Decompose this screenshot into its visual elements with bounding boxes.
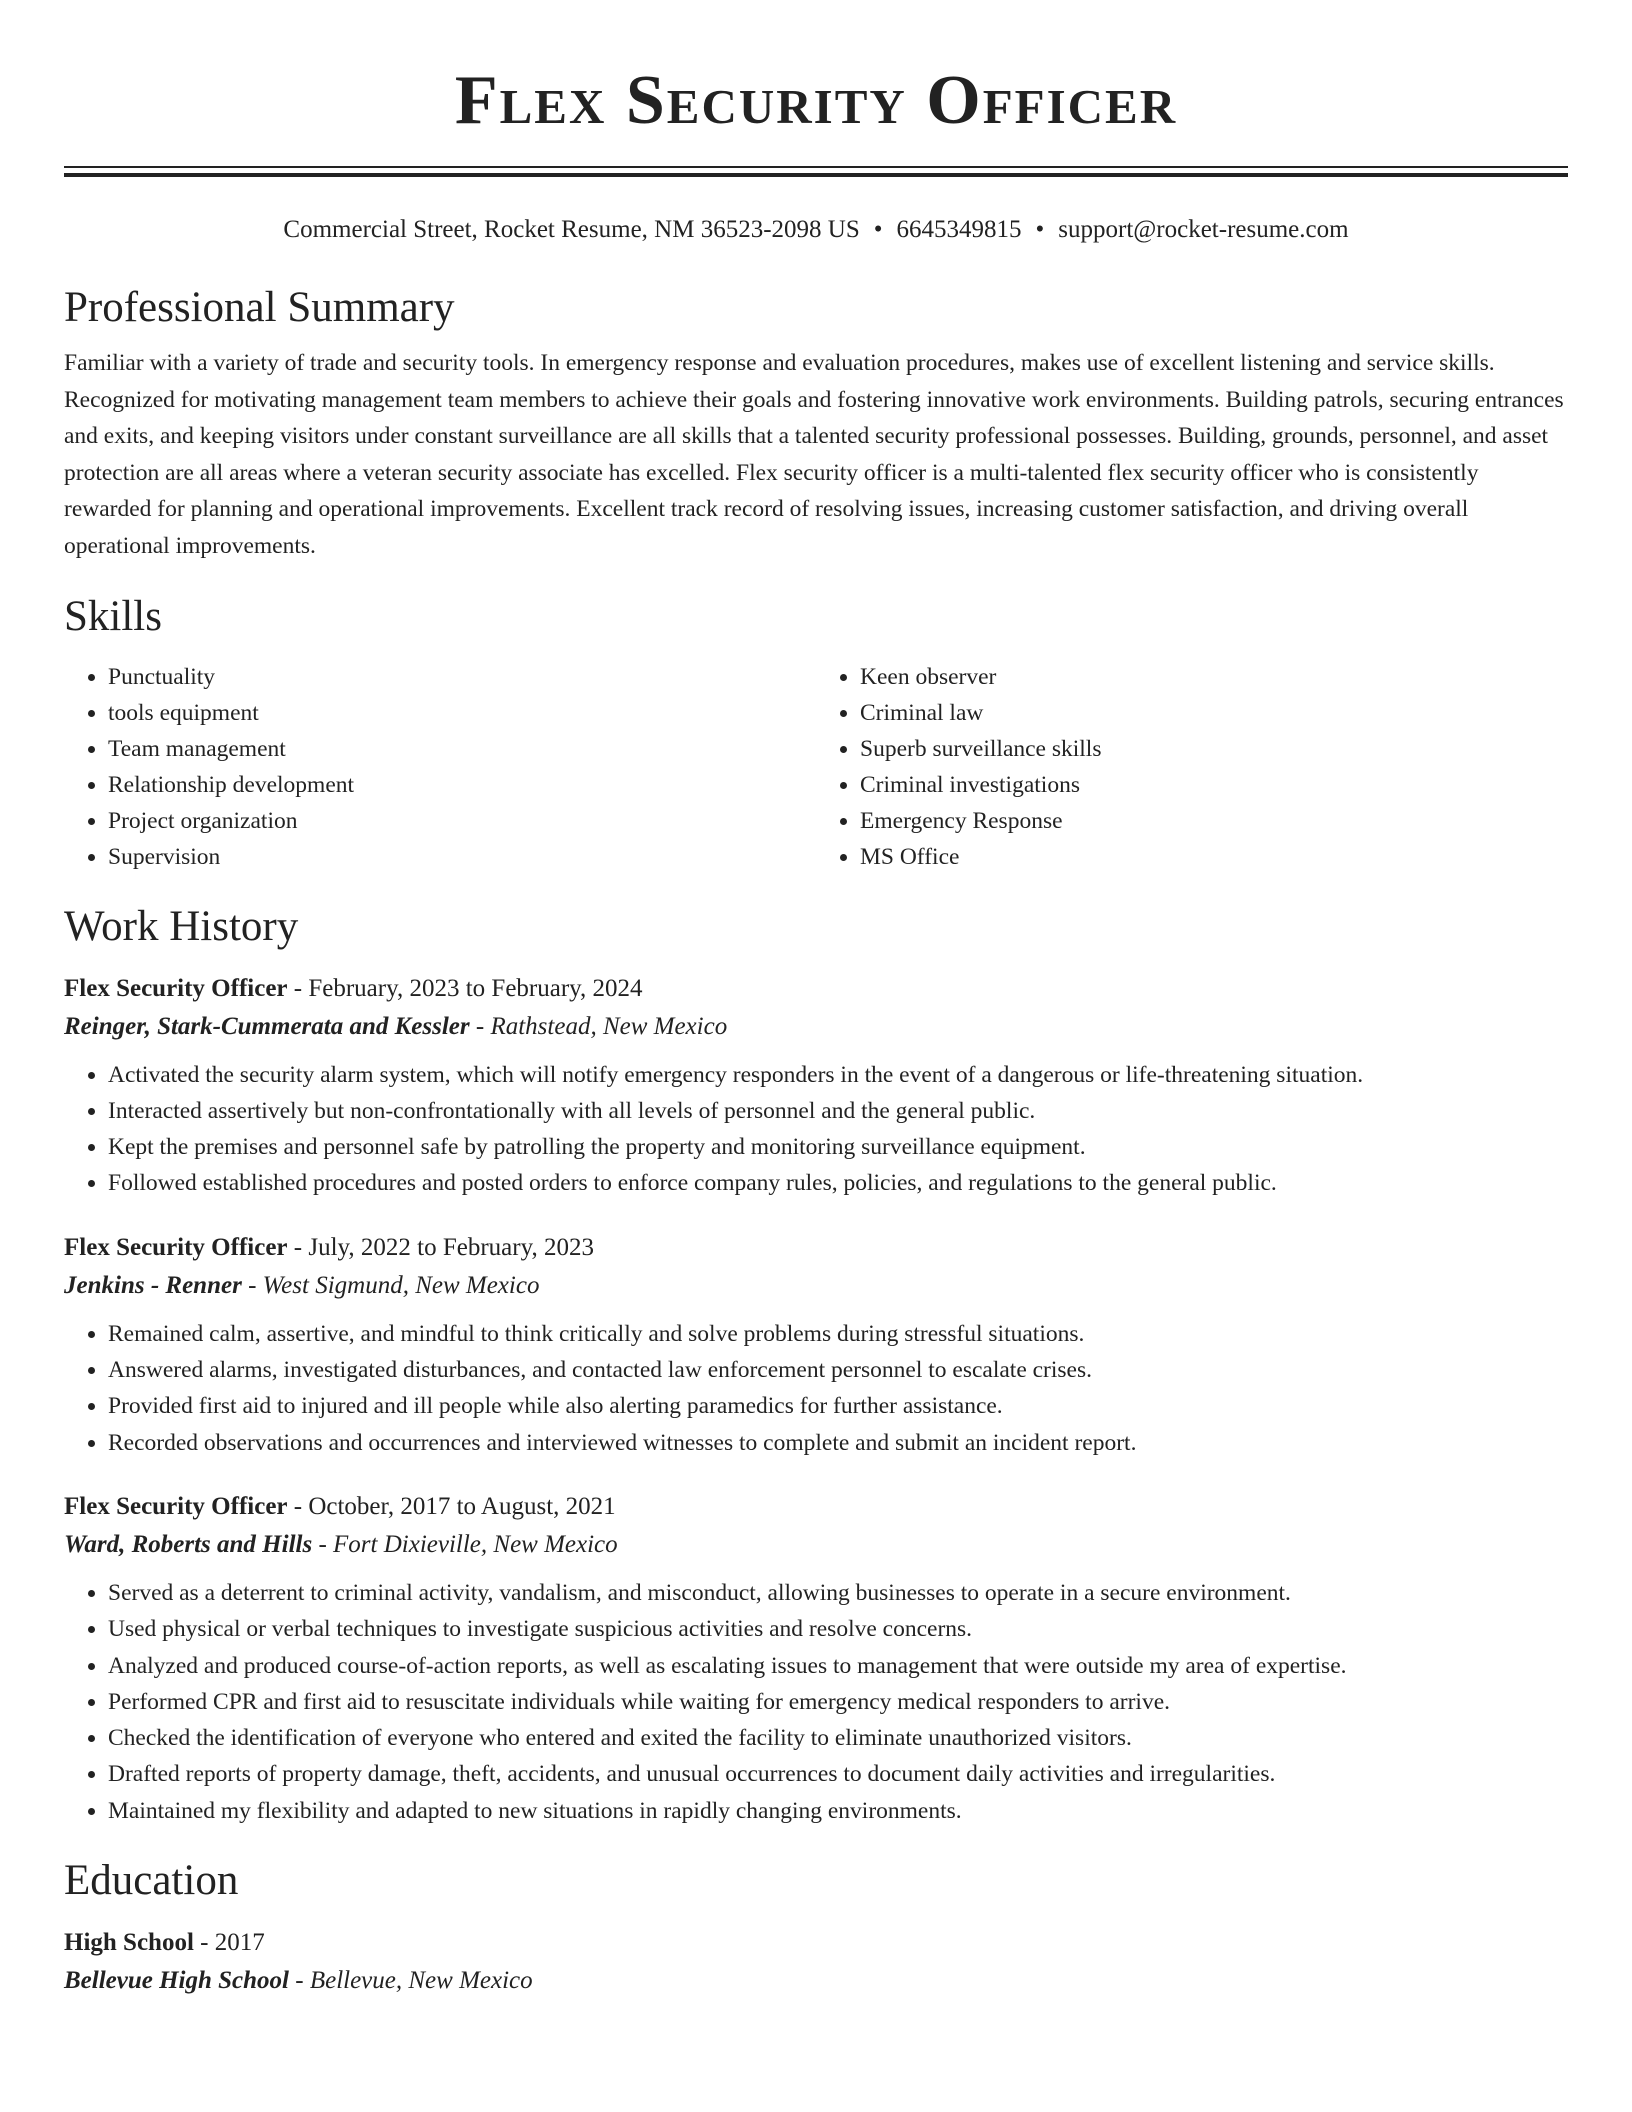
skills-heading: Skills xyxy=(64,592,162,640)
job-title-line xyxy=(64,1489,1568,1525)
job-entry xyxy=(64,971,1568,1202)
school-name: Bellevue High School xyxy=(64,1967,289,1995)
skill-item: • Team management xyxy=(108,731,816,767)
header-divider xyxy=(64,166,1568,177)
job-title: Flex Security Officer xyxy=(64,1492,288,1520)
job-bullet: • Provided first aid to injured and ill people while also alerting paramedics for further assistance. xyxy=(108,1388,1568,1424)
education-heading: Education xyxy=(64,1857,239,1905)
company-line xyxy=(64,1007,1568,1047)
education-section xyxy=(64,1853,1568,2001)
job-title: Flex Security Officer xyxy=(64,1233,288,1261)
school-location: - Bellevue, New Mexico xyxy=(289,1967,533,1995)
company-name: Jenkins - Renner xyxy=(64,1271,242,1299)
work-history-section xyxy=(64,899,1568,1829)
skill-item: • tools equipment xyxy=(108,695,816,731)
summary-heading: Professional Summary xyxy=(64,284,455,331)
job-dates: - July, 2022 to February, 2023 xyxy=(287,1233,594,1261)
job-bullet: • Served as a deterrent to criminal activity, vandalism, and misconduct, allowing businesses to operate in a secure environment. xyxy=(108,1575,1568,1611)
skill-item: • Criminal investigations xyxy=(860,767,1568,803)
skills-left-list xyxy=(64,659,816,875)
skill-item: • Relationship development xyxy=(108,767,816,803)
company-name: Reinger, Stark-Cummerata and Kessler xyxy=(64,1012,470,1040)
job-bullet: • Followed established procedures and posted orders to enforce company rules, policies, and regulations to the general public. xyxy=(108,1165,1568,1201)
job-bullet: • Checked the identification of everyone who entered and exited the facility to eliminate unauthorized visitors. xyxy=(108,1720,1568,1756)
skill-item: • Superb surveillance skills xyxy=(860,731,1568,767)
job-bullet: • Interacted assertively but non-confrontationally with all levels of personnel and the general public. xyxy=(108,1093,1568,1129)
job-bullets xyxy=(64,1575,1568,1829)
contact-line xyxy=(64,214,1568,246)
resume-page xyxy=(64,0,1568,2001)
skill-item: • Criminal law xyxy=(860,695,1568,731)
resume-name: Flex Security Officer xyxy=(454,62,1178,139)
skill-item: • Emergency Response xyxy=(860,803,1568,839)
job-bullet: • Activated the security alarm system, which will notify emergency responders in the event of a dangerous or life-threatening situation. xyxy=(108,1057,1568,1093)
contact-separator: • xyxy=(1035,216,1045,243)
school-line xyxy=(64,1961,1568,2001)
company-location: - Fort Dixieville, New Mexico xyxy=(312,1530,618,1558)
skills-columns xyxy=(64,659,1568,875)
job-bullet: • Answered alarms, investigated disturbances, and contacted law enforcement personnel to escalate crises. xyxy=(108,1352,1568,1388)
company-location: - West Sigmund, New Mexico xyxy=(241,1271,540,1299)
contact-separator: • xyxy=(873,216,883,243)
education-entry xyxy=(64,1925,1568,2001)
skill-item: • Supervision xyxy=(108,839,816,875)
work-history-heading: Work History xyxy=(64,902,299,950)
company-location: - Rathstead, New Mexico xyxy=(469,1012,728,1040)
skills-section xyxy=(64,589,1568,875)
job-bullets xyxy=(64,1316,1568,1461)
job-dates: - October, 2017 to August, 2021 xyxy=(287,1492,616,1520)
job-bullet: • Drafted reports of property damage, theft, accidents, and unusual occurrences to document daily activities and irregularities. xyxy=(108,1756,1568,1792)
job-bullet: • Recorded observations and occurrences and interviewed witnesses to complete and submit an incident report. xyxy=(108,1425,1568,1461)
job-bullet: • Kept the premises and personnel safe by patrolling the property and monitoring surveillance equipment. xyxy=(108,1129,1568,1165)
skill-item: • MS Office xyxy=(860,839,1568,875)
skill-item: • Keen observer xyxy=(860,659,1568,695)
job-bullet: • Used physical or verbal techniques to investigate suspicious activities and resolve concerns. xyxy=(108,1611,1568,1647)
job-title: Flex Security Officer xyxy=(64,974,288,1002)
job-title-line xyxy=(64,971,1568,1007)
skill-item: • Punctuality xyxy=(108,659,816,695)
company-line xyxy=(64,1525,1568,1565)
skills-right-list xyxy=(816,659,1568,875)
job-bullets xyxy=(64,1057,1568,1202)
job-dates: - February, 2023 to February, 2024 xyxy=(287,974,643,1002)
summary-text: Familiar with a variety of trade and security tools. In emergency response and evaluation procedures, makes use of excellent listening and service skills. Recognized for motivating management team members to achieve their goals and fostering innovative work environments. Building patrols, securing entrances and exits, and keeping visitors under constant surveillance are all skills that a talented security professional possesses. Building, grounds, personnel, and asset protection are all areas where a veteran security associate has excelled. Flex security officer is a multi-talented flex security officer who is consistently rewarded for planning and operational improvements. Excellent track record of resolving issues, increasing customer satisfaction, and driving overall operational improvements. xyxy=(64,350,1564,559)
degree-line xyxy=(64,1925,1568,1961)
job-bullet: • Remained calm, assertive, and mindful to think critically and solve problems during stressful situations. xyxy=(108,1316,1568,1352)
contact-email: support@rocket-resume.com xyxy=(1058,216,1349,243)
job-bullet: • Performed CPR and first aid to resuscitate individuals while waiting for emergency medical responders to arrive. xyxy=(108,1684,1568,1720)
divider-thick-line xyxy=(64,173,1568,177)
job-title-line xyxy=(64,1230,1568,1266)
job-entry xyxy=(64,1489,1568,1829)
skill-item: • Project organization xyxy=(108,803,816,839)
degree: High School xyxy=(64,1929,194,1957)
job-bullet: • Maintained my flexibility and adapted to new situations in rapidly changing environments. xyxy=(108,1793,1568,1829)
education-year: - 2017 xyxy=(193,1929,265,1957)
job-bullet: • Analyzed and produced course-of-action reports, as well as escalating issues to management that were outside my area of expertise. xyxy=(108,1648,1568,1684)
contact-phone: 6645349815 xyxy=(896,216,1022,243)
company-name: Ward, Roberts and Hills xyxy=(64,1530,313,1558)
summary-section xyxy=(64,280,1568,565)
contact-address: Commercial Street, Rocket Resume, NM 36523-2098 US xyxy=(283,216,860,243)
company-line xyxy=(64,1266,1568,1306)
job-entry xyxy=(64,1230,1568,1461)
